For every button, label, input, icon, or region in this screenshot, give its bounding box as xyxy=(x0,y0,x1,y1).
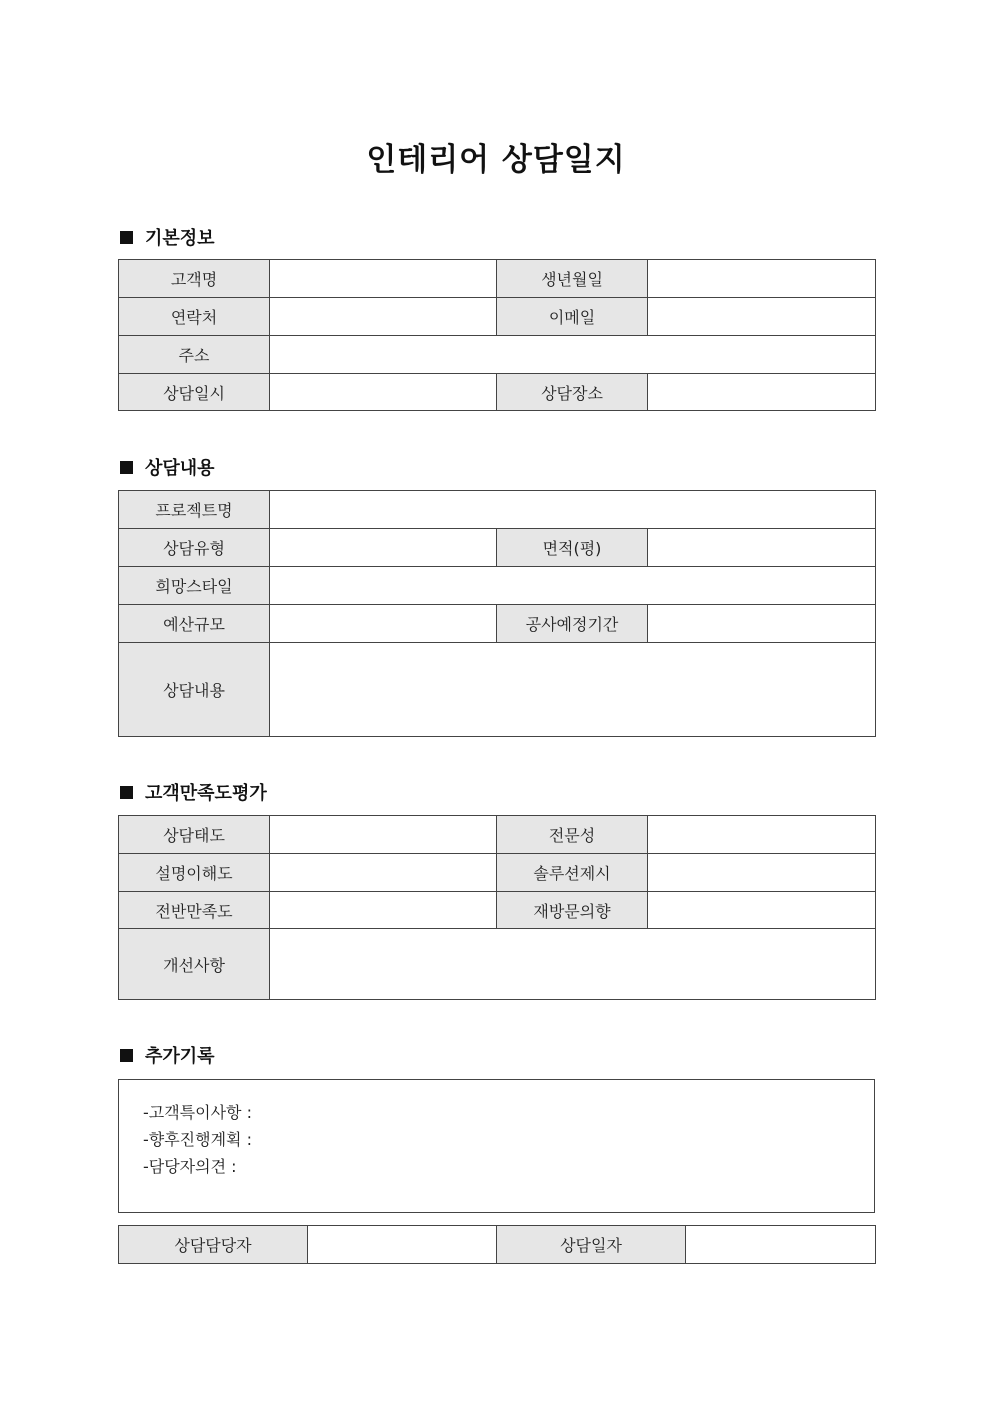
email-label: 이메일 xyxy=(497,298,648,336)
manager-opinion-line: -담당자의견 : xyxy=(143,1157,237,1176)
section-heading-satisfaction-text: 고객만족도평가 xyxy=(145,783,267,804)
section-heading-content-text: 상담내용 xyxy=(145,458,215,479)
section-heading-basic xyxy=(120,224,215,250)
expertise-field[interactable] xyxy=(648,816,876,854)
consult-date-field[interactable] xyxy=(686,1226,876,1264)
table-row xyxy=(119,374,876,411)
future-plan-line: -향후진행계획 : xyxy=(143,1130,252,1149)
desired-style-label: 희망스타일 xyxy=(119,567,270,605)
consult-type-label: 상담유형 xyxy=(119,529,270,567)
desired-style-field[interactable] xyxy=(270,567,876,605)
construction-period-field[interactable] xyxy=(648,605,876,643)
page-title: 인테리어 상담일지 xyxy=(366,142,626,178)
additional-notes-box[interactable] xyxy=(118,1079,875,1213)
address-field[interactable] xyxy=(270,336,876,374)
overall-label: 전반만족도 xyxy=(119,892,270,929)
table-row xyxy=(119,605,876,643)
address-label: 주소 xyxy=(119,336,270,374)
consultant-field[interactable] xyxy=(308,1226,497,1264)
consult-date-label: 상담일자 xyxy=(497,1226,686,1264)
square-bullet-icon xyxy=(120,231,133,244)
consult-content-label: 상담내용 xyxy=(119,643,270,737)
consultant-label: 상담담당자 xyxy=(119,1226,308,1264)
customer-name-label: 고객명 xyxy=(119,260,270,298)
revisit-field[interactable] xyxy=(648,892,876,929)
signature-table xyxy=(118,1225,876,1264)
revisit-label: 재방문의향 xyxy=(497,892,648,929)
explanation-field[interactable] xyxy=(270,854,497,892)
table-row xyxy=(119,643,876,737)
attitude-field[interactable] xyxy=(270,816,497,854)
consult-type-field[interactable] xyxy=(270,529,497,567)
consult-content-table xyxy=(118,490,876,737)
table-row xyxy=(119,336,876,374)
expertise-label: 전문성 xyxy=(497,816,648,854)
table-row xyxy=(119,929,876,1000)
square-bullet-icon xyxy=(120,786,133,799)
budget-label: 예산규모 xyxy=(119,605,270,643)
consult-place-field[interactable] xyxy=(648,374,876,411)
contact-field[interactable] xyxy=(270,298,497,336)
explanation-label: 설명이해도 xyxy=(119,854,270,892)
section-heading-additional xyxy=(120,1042,215,1068)
area-label: 면적(평) xyxy=(497,529,648,567)
section-heading-basic-text: 기본정보 xyxy=(145,228,215,249)
birth-date-label: 생년월일 xyxy=(497,260,648,298)
project-name-field[interactable] xyxy=(270,491,876,529)
consult-datetime-field[interactable] xyxy=(270,374,497,411)
satisfaction-table xyxy=(118,815,876,1000)
square-bullet-icon xyxy=(120,1049,133,1062)
square-bullet-icon xyxy=(120,461,133,474)
customer-name-field[interactable] xyxy=(270,260,497,298)
basic-info-table xyxy=(118,259,876,411)
table-row xyxy=(119,1226,876,1264)
construction-period-label: 공사예정기간 xyxy=(497,605,648,643)
table-row xyxy=(119,298,876,336)
consult-place-label: 상담장소 xyxy=(497,374,648,411)
improvements-label: 개선사항 xyxy=(119,929,270,1000)
contact-label: 연락처 xyxy=(119,298,270,336)
section-heading-additional-text: 추가기록 xyxy=(145,1046,215,1067)
section-heading-content xyxy=(120,454,215,480)
solution-label: 솔루션제시 xyxy=(497,854,648,892)
overall-field[interactable] xyxy=(270,892,497,929)
table-row xyxy=(119,567,876,605)
table-row xyxy=(119,892,876,929)
section-heading-satisfaction xyxy=(120,779,267,805)
table-row xyxy=(119,491,876,529)
birth-date-field[interactable] xyxy=(648,260,876,298)
email-field[interactable] xyxy=(648,298,876,336)
table-row xyxy=(119,816,876,854)
table-row xyxy=(119,260,876,298)
attitude-label: 상담태도 xyxy=(119,816,270,854)
consult-content-field[interactable] xyxy=(270,643,876,737)
customer-notes-line: -고객특이사항 : xyxy=(143,1103,252,1122)
consult-datetime-label: 상담일시 xyxy=(119,374,270,411)
project-name-label: 프로젝트명 xyxy=(119,491,270,529)
budget-field[interactable] xyxy=(270,605,497,643)
table-row xyxy=(119,854,876,892)
solution-field[interactable] xyxy=(648,854,876,892)
improvements-field[interactable] xyxy=(270,929,876,1000)
table-row xyxy=(119,529,876,567)
area-field[interactable] xyxy=(648,529,876,567)
